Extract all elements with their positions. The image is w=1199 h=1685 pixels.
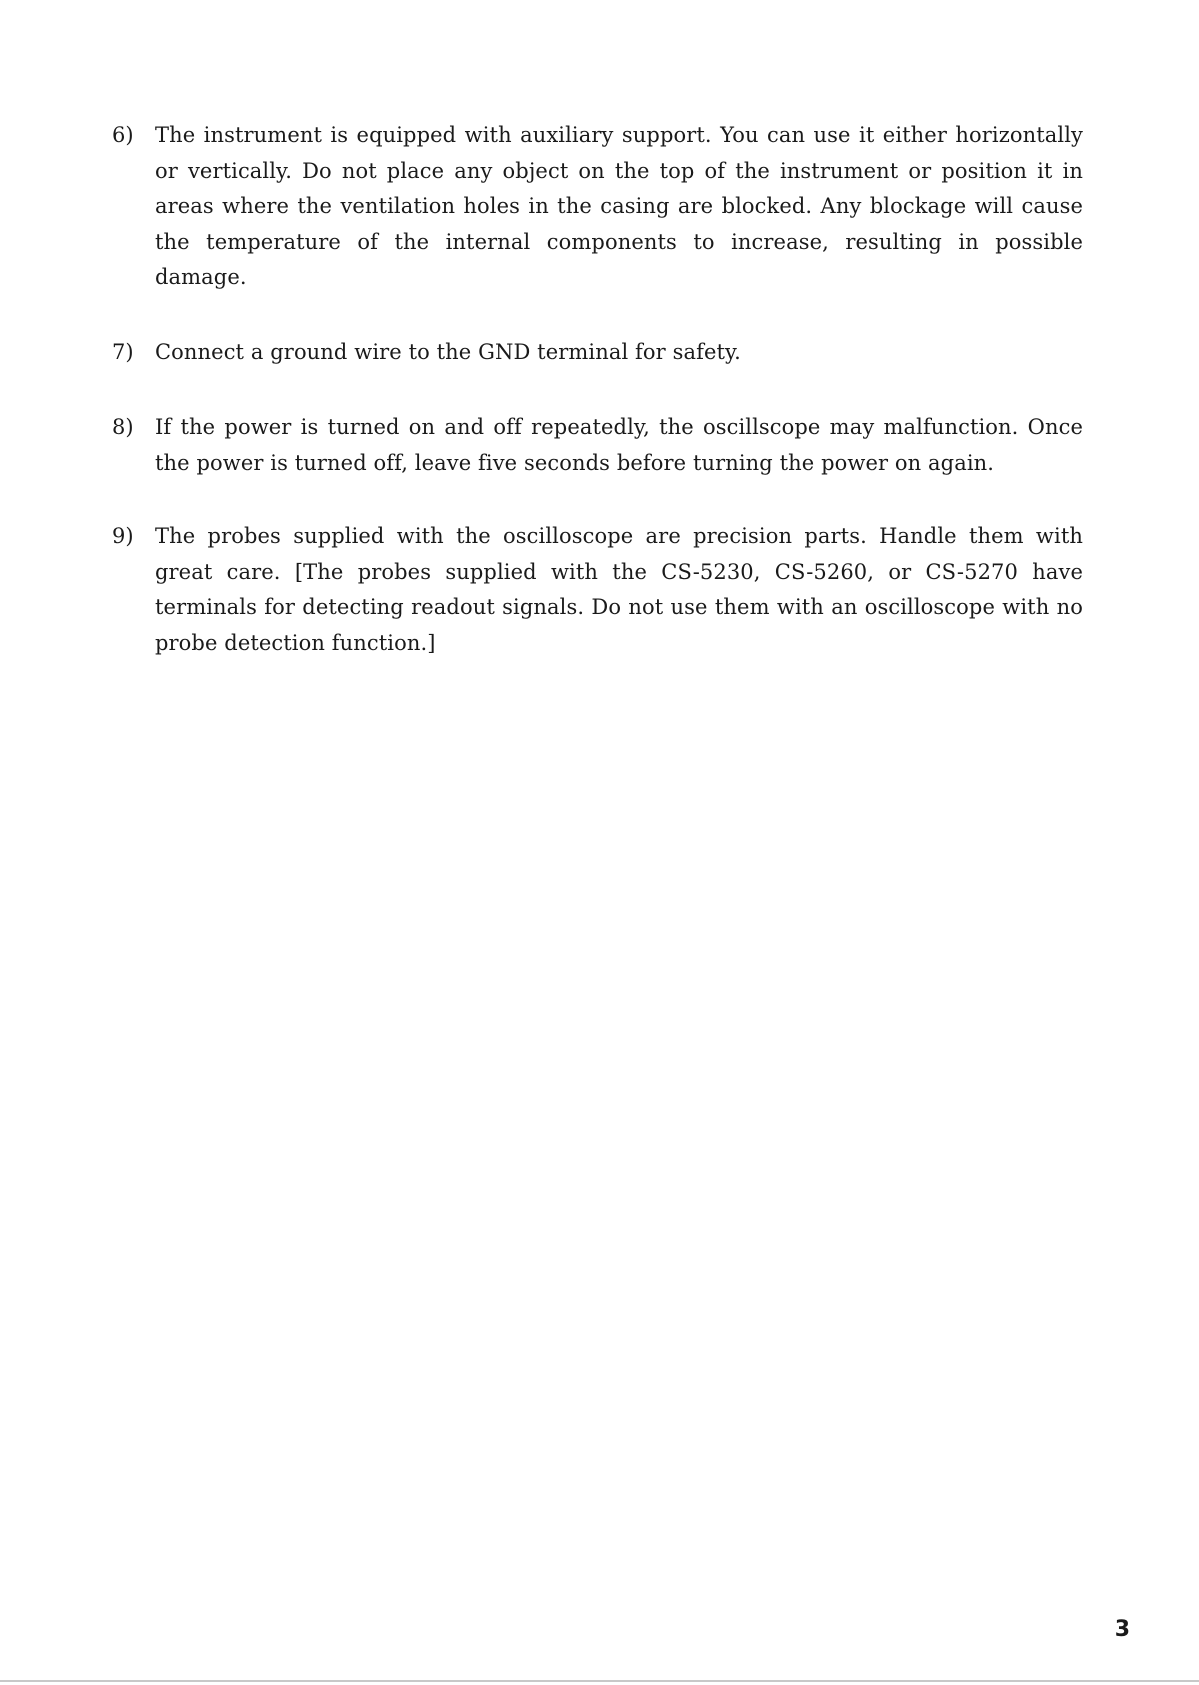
item-number: 8) <box>112 415 134 439</box>
item-text: The instrument is equipped with auxiliary support. You can use it either horizontally or vertically. Do not place any object on the top of the instrument or position it in areas where the ventilation holes in the casing are blocked. Any blockage will cause the temperature of the internal components to increase, resulting in possible damage. <box>155 123 1083 289</box>
item-text: If the power is turned on and off repeatedly, the oscillscope may malfunction. Once the power is turned off, leave five seconds before turning the power on again. <box>155 415 1083 475</box>
bottom-edge-divider <box>0 1680 1199 1682</box>
item-text: Connect a ground wire to the GND terminal for safety. <box>155 340 741 364</box>
item-number: 6) <box>112 123 134 147</box>
page-number: 3 <box>1114 1617 1130 1642</box>
item-number: 9) <box>112 524 134 548</box>
item-number: 7) <box>112 340 134 364</box>
item-text: The probes supplied with the oscilloscope are precision parts. Handle them with great care. [The probes supplied with the CS-5230, CS-5260, or CS-5270 have terminals for detecting readout signals. Do not use them with an oscilloscope with no probe detection function.] <box>155 524 1083 655</box>
